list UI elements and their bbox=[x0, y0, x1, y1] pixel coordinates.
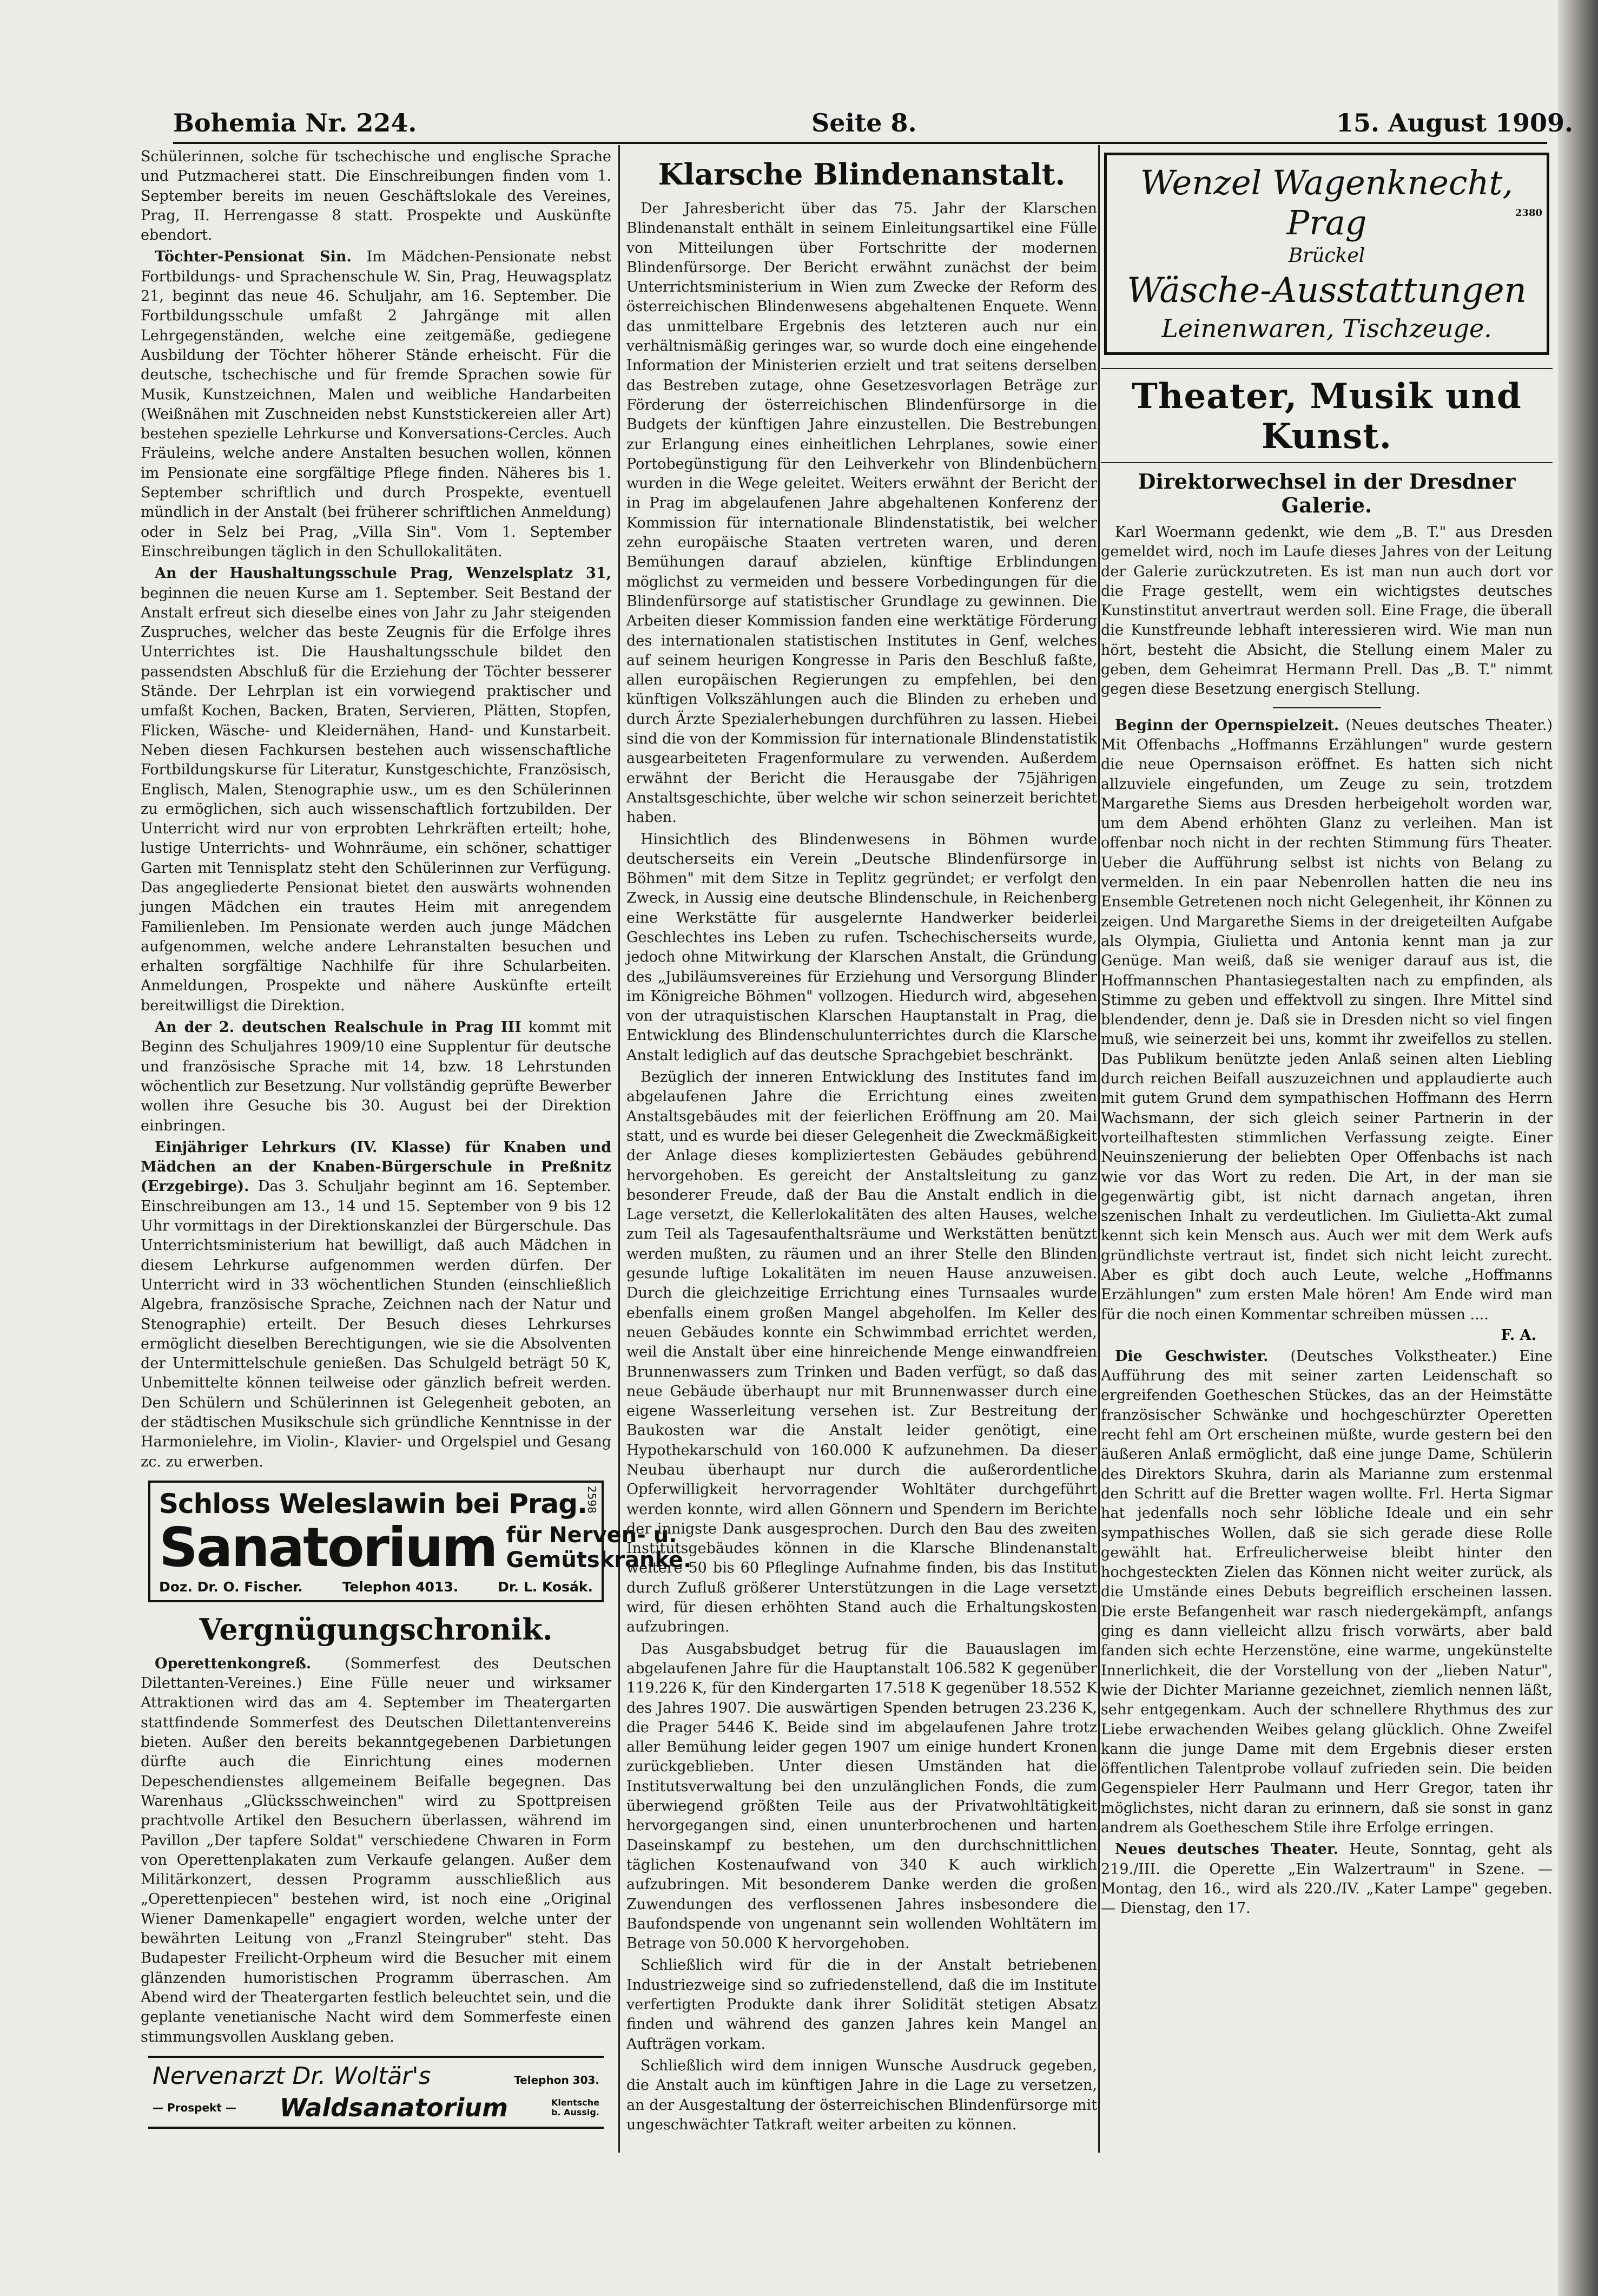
column-middle bbox=[626, 147, 1097, 2149]
ad-subtitle: für Nerven- u. bbox=[506, 1522, 677, 1548]
article-title: Direktorwechsel in der Dresdner Galerie. bbox=[1138, 469, 1516, 517]
header-rule bbox=[173, 142, 1547, 144]
ad-title: Sanatorium bbox=[159, 1515, 497, 1579]
ad-headline: Schloss Weleslawin bei Prag. bbox=[159, 1488, 587, 1519]
article-paragraph: Das Ausgabsbudget betrug für die Bauauslagen im abgelaufenen Jahre für die Hauptanstalt 106.582 K gegenüber 119.226 K, für den Kindergarten 17.518 K gegenüber 18.552 K des Jahres 1907. Die auswärtigen Spenden betrugen 23.236 K, die Prager 5446 K. Beide sind im abgelaufenen Jahre trotz aller Bemühung leider gegen 1907 um einige hundert Kronen zurückgeblieben. Unter diesen Umständen hat die Institutsverwaltung bei den unzulänglichen Fonds, die zum überwiegend größten Teile aus der Privatwohltätigkeit hervorgegangen sind, einen ununterbrochenen und harten Daseinskampf zu bestehen, um den durchschnittlichen täglichen Kostenaufwand von 340 K auch wirklich aufzubringen. Mit besonderem Danke werden die großen Zuwendungen des verflossenen Jahres insbesondere die Baufondspende von ungenannt sein wollenden Wohltätern im Betrage von 50.000 K hervorgehoben. bbox=[626, 1640, 1097, 1952]
article-separator bbox=[1273, 707, 1381, 708]
article-heading: Einjähriger Lehrkurs (IV. Klasse) für Knaben und Mädchen an der Knaben-Bürgerschule in Preßnitz (Erzgebirge). bbox=[141, 1139, 611, 1195]
ad-headline: Wenzel Wagenknecht, Prag bbox=[1140, 163, 1514, 242]
article-heading: An der 2. deutschen Realschule in Prag III bbox=[155, 1019, 521, 1036]
ad-location: b. Aussig. bbox=[551, 2107, 599, 2117]
ad-code: 2598 bbox=[585, 1485, 598, 1514]
article-paragraph: Bezüglich der inneren Entwicklung des Institutes fand im abgelaufenen Jahre die Errichtung eines zweiten Anstaltsgebäudes mit der feierlichen Eröffnung am 20. Mai statt, und es wurde bei dieser Gelegenheit die Zweckmäßigkeit der Anlage dieses kompliziertesten Gebäudes gebührend hervorgehoben. Es gereicht der Anstaltsleitung zu ganz besonderer Freude, daß der Bau die Anstalt endlich in die Lage versetzt, die Kellerlokalitäten des alten Hauses, welche zum Teil als Tagesaufenthaltsräume und Werkstätten benützt werden mußten, zu räumen und an ihrer Stelle den Blinden gesunde luftige Lokalitäten im neuen Hause anzuweisen. Durch die gleichzeitige Errichtung eines Turnsaales wurde ebenfalls einem großen Mangel abgeholfen. Im Keller des neuen Gebäudes konnte ein Schwimmbad errichtet werden, weil die Anstalt über eine hinreichende Menge einwandfreien Brunnenwassers zum Trinken und Baden verfügt, so daß das neue Gebäude überhaupt nur mit Brunnenwasser durch eine eigene Wasserleitung versehen ist. Zur Bestreitung der Baukosten war die Anstalt leider genötigt, eine Hypothekarschuld von 160.000 K aufzunehmen. Da dieser Neubau überhaupt nur durch die außerordentliche Opferwilligkeit hervorragender Wohltäter durchgeführt werden konnte, wird allen Gönnern und Spendern im Berichte der innigste Dank ausgesprochen. Durch den Bau des zweiten Institutsgebäudes können in die Klarsche Blindenanstalt weitere 50 bis 60 Pfleglinge Aufnahme finden, bis das Institut durch Zufluß größerer Unterstützungen in die Lage versetzt wird, für diesen erhöhten Stand auch die Erhaltungskosten aufzubringen. bbox=[626, 1069, 1097, 1636]
section-rule bbox=[1101, 462, 1553, 463]
article-heading: Töchter-Pensionat Sin. bbox=[155, 248, 352, 266]
header-page-number: Seite 8. bbox=[811, 108, 917, 137]
article-heading: Die Geschwister. bbox=[1115, 1347, 1269, 1365]
header-issue: Bohemia Nr. 224. bbox=[173, 108, 417, 137]
article-paragraph: Der Jahresbericht über das 75. Jahr der Klarschen Blindenanstalt enthält in seinem Einleitungsartikel eine Fülle von Mitteilungen über Fortschritte der modernen Blindenfürsorge. Der Bericht erwähnt zunächst der beim Unterrichtsministerium in Wien zum Zwecke der Reform des österreichischen Blindenwesens abgehaltenen Enquete. Wenn das unmittelbare Ergebnis des letzteren auch nur ein verhältnismäßig geringes war, so wurde doch eine eingehende Information der Ministerien erzielt und trat seitens derselben das Bestreben zutage, ohne Gesetzesvorlagen Beträge zur Förderung der österreichischen Blindenfürsorge in die Budgets der künftigen Jahre einzustellen. Die Bestrebungen zur Erlangung eines einheitlichen Lehrplanes, sowie einer Portobegünstigung für den Leihverkehr von Blindenbüchern wurden in die Wege geleitet. Weiters erwähnt der Bericht der in Prag im abgelaufenen Jahre abgehaltenen Konferenz der Kommission für internationale Blindenstatistik, bei welcher zehn europäische Staaten vertreten waren, und deren Bemühungen darauf abzielen, künftige Erblindungen möglichst zu vermeiden und bessere Vorbedingungen für die Blindenfürsorge auf statistischer Grundlage zu gewinnen. Die Arbeiten dieser Kommission fanden eine werktätige Förderung des internationalen statistischen Institutes in Genf, welches auf seinem heurigen Kongresse in Paris den Beschluß faßte, allen europäischen Regierungen zu empfehlen, bei den künftigen Volkszählungen auch die Blinden zu erheben und durch Ärzte Spezialerhebungen durchführen zu lassen. Hiebei sind die von der Kommission für internationale Blindenstatistik ausgearbeiteten Fragenformulare zu verwenden. Außerdem erwähnt der Bericht die Herausgabe der 75jährigen Anstaltsgeschichte, über welche wir schon seinerzeit berichtet haben. bbox=[626, 200, 1097, 826]
ad-location: Brückel bbox=[1288, 245, 1365, 267]
column-right bbox=[1101, 147, 1553, 2149]
ad-doctor: Doz. Dr. O. Fischer. bbox=[159, 1578, 303, 1595]
article-paragraph: Karl Woermann gedenkt, wie dem „B. T." aus Dresden gemeldet wird, noch im Laufe dieses Jahres von der Leitung der Galerie zurückzutreten. Es ist man nun auch dort vor die Frage gestellt, wem ein wichtigstes deutsches Kunstinstitut anvertraut werden soll. Eine Frage, die überall die Kunstfreunde lebhaft interessieren wird. Wie man nun hört, besteht die Absicht, die Stellung einem Maler zu geben, dem Geheimrat Hermann Prell. Das „B. T." nimmt gegen diese Besetzung energisch Stellung. bbox=[1101, 524, 1553, 698]
article-paragraph: Das 3. Schuljahr beginnt am 16. September. Einschreibungen am 13., 14 und 15. September von 9 bis 12 Uhr vormittags in der Direktionskanzlei der Bürgerschule. Das Unterrichtsministerium hat bewilligt, daß auch Mädchen in diesem Lehrkurse aufgenommen werden dürfen. Der Unterricht wird in 33 wöchentlichen Stunden (einschließlich Algebra, französische Sprache, Zeichnen nach der Natur und Stenographie) erteilt. Der Besuch dieses Lehrkurses ermöglicht dieselben Berechtigungen, wie sie die Absolventen der Untermittelschule genießen. Das Schulgeld beträgt 50 K, Unbemittelte können teilweise oder gänzlich befreit werden. Den Schülern und Schülerinnen ist Gelegenheit geboten, an der städtischen Musikschule sich gründliche Kenntnisse in der Harmonielehre, im Violin-, Klavier- und Orgelspiel und Gesang zc. zu erwerben. bbox=[141, 1178, 611, 1470]
ad-code: 2380 bbox=[1515, 207, 1542, 219]
ad-title: Waldsanatorium bbox=[279, 2093, 509, 2122]
article-heading: An der Haushaltungsschule Prag, Wenzelsplatz 31, bbox=[155, 565, 611, 582]
article-heading: Operettenkongreß. bbox=[155, 1655, 312, 1672]
advertisement-sanatorium bbox=[148, 1481, 692, 1602]
column-divider bbox=[1098, 145, 1100, 2153]
ad-phone: Telephon 303. bbox=[514, 2073, 599, 2087]
section-rule bbox=[1101, 368, 1553, 369]
author-signature: F. A. bbox=[1501, 1326, 1536, 1344]
article-paragraph: (Deutsches Volkstheater.) Eine Aufführung des mit seiner zarten Leidenschaft so ergreifenden Goetheschen Stückes, das an der Heimstätte französischer Schwänke und hochgeschürzter Operetten recht fehl am Ort erscheinen müßte, wurde gestern bei den äußeren Anlaß ermöglicht, daß eine junge Dame, Schülerin des Direktors Skuhra, darin als Marianne zum erstenmal den Schritt auf die Bretter wagen wollte. Frl. Herta Sigmar hat jedenfalls noch sehr löbliche Ideale und ein sehr sympathisches Wollen, daß sie sich gerade diese Rolle gewählt hat. Erfreulicherweise bleibt hinter den hochgesteckten Zielen das Können nicht weiter zurück, als die Umstände eines Debuts begreiflich erscheinen lassen. Die erste Befangenheit war rasch niedergekämpft, anfangs ging es dann vielleicht allzu frisch vorwärts, aber bald fanden sich echte Herzenstöne, eine warme, ungekünstelte Innerlichkeit, die der Vorstellung von der „lieben Natur", wie der Dichter Marianne gezeichnet, ziemlich nennen läßt, sehr entgegenkam. Auch der schnellere Rhythmus des zur Liebe erwachenden Weibes gelang glücklich. Ohne Zweifel kann die junge Dame mit dem Ergebnis dieser ersten öffentlichen Talentprobe vollauf zufrieden sein. Die beiden Gegenspieler Herr Paulmann und Herr Gregor, taten ihr möglichstes, nicht daran zu erinnern, daß sie sonst in ganz andrem als Goetheschem Stile ihre Erfolge erringen. bbox=[1101, 1347, 1553, 1836]
article-title: Klarsche Blindenanstalt. bbox=[658, 157, 1066, 192]
header-date: 15. August 1909. bbox=[1336, 108, 1573, 137]
ad-location: Klentsche bbox=[551, 2097, 599, 2108]
article-paragraph: Im Mädchen-Pensionate nebst Fortbildungs- und Sprachenschule W. Sin, Prag, Heuwagsplatz 21, beginnt das neue 46. Schuljahr, am 16. September. Die Fortbildungsschule umfaßt 2 Jahrgänge mit allen Lehrgegenständen, welche eine zeitgemäße, gediegene Ausbildung der Töchter höherer Stände erheischt. Für die deutsche, tschechische und für fremde Sprachen sowie für Musik, Kunstzeichnen, Malen und weibliche Handarbeiten (Weißnähen mit Zuschneiden nebst Kunststickereien aller Art) bestehen spezielle Lehrkurse und Konversations-Cercles. Auch Fräuleins, welche andere Anstalten besuchen wollen, können im Pensionate eine sorgfältige Pflege finden. Näheres bis 1. September schriftlich und durch Prospekte, eventuell mündlich in der Anstalt (bei früherer schriftlichen Anmeldung) oder in Selz bei Prag, „Villa Sin". Vom 1. September Einschreibungen täglich in den Schullokalitäten. bbox=[141, 248, 612, 560]
advertisement-wagenknecht bbox=[1104, 153, 1549, 355]
ad-phone: Telephon 4013. bbox=[342, 1578, 459, 1595]
article-paragraph: (Neues deutsches Theater.) Mit Offenbachs „Hoffmanns Erzählungen" wurde gestern die neue Opernsaison eröffnet. Es hatten sich nicht allzuviele eingefunden, um Zeuge zu sein, trotzdem Margarethe Siems aus Dresden herbeigeholt worden war, um dem Abend erhöhten Glanz zu verleihen. Man ist offenbar noch nicht in der rechten Stimmung fürs Theater. Ueber die Aufführung selbst ist nichts von Belang zu vermelden. In ein paar Nebenrollen hatten die neu ins Ensemble Getretenen noch nicht Gelegenheit, ihr Können zu zeigen. Und Margarethe Siems in der dreigeteilten Aufgabe als Olympia, Giulietta und Antonia kennt man ja zur Genüge. Man weiß, daß sie weniger darauf aus ist, die Hoffmannschen Phantasiegestalten nach zu empfinden, als Stimme zu geben und effektvoll zu singen. Ihre Mittel sind blendender, denn je. Daß sie in Dresden nicht so viel fingen muß, wie seinerzeit bei uns, kommt ihr zweifellos zu stellen. Das Publikum benützte jeden Anlaß seinen alten Liebling durch reichen Beifall auszuzeichnen und applaudierte auch mit gutem Grund dem sympathischen Hoffmann des Herrn Wachsmann, der sich gleich seiner Partnerin in der vorteilhaftesten stimmlichen Verfassung zeigte. Einer Neuinszenierung der beliebten Oper Offenbachs ist nach wie vor das Wort zu reden. Die Art, in der man sie gegenwärtig gibt, ist nicht darnach angetan, ihren szenischen Inhalt zu verdeutlichen. Im Giulietta-Akt zumal kennt sich kein Mensch aus. Auch wer mit dem Werk aufs gründlichste vertraut ist, findet sich nicht leicht zurecht. Aber es gibt doch auch Leute, welche „Hoffmanns Erzählungen" zum ersten Male hören! Am Ende wird man für die noch einen Kommentar schreiben müssen .... bbox=[1101, 716, 1553, 1323]
advertisement-waldsanatorium bbox=[148, 2056, 604, 2129]
ad-subtitle: Leinenwaren, Tischzeuge. bbox=[1161, 314, 1492, 343]
column-divider bbox=[618, 145, 620, 2153]
article-paragraph: kommt mit Beginn des Schuljahres 1909/10 eine Supplentur für deutsche und französische Sprache mit 14, bzw. 18 Lehrstunden wöchentlich zur Besetzung. Nur vollständig geprüfte Bewerber wollen ihre Gesuche bis 30. August bei der Direktion einbringen. bbox=[141, 1019, 612, 1134]
page-edge-shadow bbox=[1558, 0, 1598, 2296]
section-title: Theater, Musik und Kunst. bbox=[1132, 376, 1522, 457]
ad-headline: Nervenarzt Dr. Woltär's bbox=[153, 2062, 431, 2090]
column-left bbox=[141, 147, 692, 2149]
ad-title: Wäsche-Ausstattungen bbox=[1127, 271, 1527, 311]
article-paragraph: Schließlich wird dem innigen Wunsche Ausdruck gegeben, die Anstalt auch im künftigen Jahre in die Lage zu versetzen, an der Ausgestaltung der österreichischen Blindenfürsorge mit ungeschwächter Tatkraft weiter arbeiten zu können. bbox=[626, 2057, 1097, 2133]
section-title: Vergnügungschronik. bbox=[199, 1611, 553, 1647]
article-paragraph: (Sommerfest des Deutschen Dilettanten-Vereines.) Eine Fülle neuer und wirksamer Attraktionen wird das am 4. September im Theatergarten stattfindende Sommerfest des Deutschen Dilettantenvereins bieten. Außer den bereits bekanntgegebenen Darbietungen dürfte auch die Einrichtung eines modernen Depeschendienstes allgemeinem Beifalle begegnen. Das Warenhaus „Glücksschweinchen" wird zu Spottpreisen prachtvolle Artikel den Besuchern überlassen, während im Pavillon „Der tapfere Soldat" verschiedene Chwaren in Form von Operettenplakaten zum Verkaufe gelangen. Außer dem Militärkonzert, dessen Programm ausschließlich aus „Operettenpiecen" bestehen wird, ist noch eine „Original Wiener Damenkapelle" engagiert worden, welche unter der bewährten Leitung von „Franzl Steingruber" steht. Das Budapester Freilicht-Orpheum wird die Besucher mit einem glänzenden humoristischen Programm überraschen. Am Abend wird der Theatergarten festlich beleuchtet sein, und die geplante venetianische Nacht wird dem Sommerfeste einen stimmungsvollen Ausklang geben. bbox=[141, 1655, 611, 2045]
ad-subtitle: Gemütskranke. bbox=[506, 1547, 692, 1573]
article-paragraph: Schülerinnen, solche für tschechische und englische Sprache und Putzmacherei statt. Die Einschreibungen finden vom 1. September bereits im neuen Geschäftslokale des Vereines, Prag, II. Herrengasse 8 statt. Prospekte und Auskünfte ebendort. bbox=[141, 148, 611, 244]
ad-doctor: Dr. L. Kosák. bbox=[498, 1578, 593, 1595]
article-paragraph: Schließlich wird für die in der Anstalt betriebenen Industriezweige sind so zufriedenstellend, daß die im Institute verfertigten Produkte dank ihrer Solidität stetigen Absatz finden und während des ganzen Jahres kein Mangel an Aufträgen vorkam. bbox=[626, 1957, 1097, 2052]
article-paragraph: Heute, Sonntag, geht als 219./III. die Operette „Ein Walzertraum" in Szene. — Montag, den 16., wird als 220./IV. „Kater Lampe" gegeben. — Dienstag, den 17. bbox=[1101, 1841, 1553, 1917]
article-heading: Neues deutsches Theater. bbox=[1115, 1841, 1339, 1858]
ad-prospekt: — Prospekt — bbox=[153, 2101, 236, 2114]
article-paragraph: Hinsichtlich des Blindenwesens in Böhmen wurde deutscherseits ein Verein „Deutsche Blindenfürsorge in Böhmen" mit dem Sitze in Teplitz gegründet; er verfolgt den Zweck, in Aussig eine deutsche Blindenschule, in Reichenberg eine Werkstätte für ausgelernte Handwerker beiderlei Geschlechtes ins Leben zu rufen. Tschechischerseits wurde, jedoch ohne Mitwirkung der Klarschen Anstalt, die Gründung des „Jubiläumsvereines für Erziehung und Versorgung Blinder im Königreiche Böhmen" vollzogen. Hiedurch wird, abgesehen von der utraquistischen Klarschen Hauptanstalt in Prag, die Entwicklung des Blindenschulunterrichtes durch die Klarsche Anstalt lediglich auf das deutsche Sprachgebiet beschränkt. bbox=[626, 831, 1097, 1064]
article-heading: Beginn der Opernspielzeit. bbox=[1115, 716, 1339, 734]
article-paragraph: beginnen die neuen Kurse am 1. September. Seit Bestand der Anstalt erfreut sich dieselbe eines von Jahr zu Jahr steigenden Zuspruches, welcher das beste Zeugnis für die Erfolge ihres Unterrichtes ist. Die Haushaltungsschule bildet den passendsten Abschluß für die Erziehung der Töchter besserer Stände. Der Lehrplan ist ein vorwiegend praktischer und umfaßt Kochen, Backen, Braten, Servieren, Plätten, Stopfen, Flicken, Wäsche- und Kleidernähen, Hand- und Kunstarbeit. Neben diesen Fachkursen bestehen auch wissenschaftliche Fortbildungskurse für Literatur, Kunstgeschichte, Französisch, Englisch, Malen, Stenographie usw., um es den Schülerinnen zu ermöglichen, sich auch wissenschaftlich fortzubilden. Der Unterricht wird nur von erprobten Lehrkräften erteilt; hohe, lustige Unterrichts- und Wohnräume, ein schöner, schattiger Garten mit Tennisplatz steht den Schülerinnen zur Verfügung. Das angegliederte Pensionat bietet den auswärts wohnenden jungen Mädchen ein trautes Heim mit anregendem Familienleben. Im Pensionate werden auch junge Mädchen aufgenommen, welche andere Lehranstalten besuchen und erhalten sorgfältige Nachhilfe für ihre Schularbeiten. Anmeldungen, Prospekte und nähere Auskünfte erteilt bereitwilligst die Direktion. bbox=[141, 584, 611, 1014]
